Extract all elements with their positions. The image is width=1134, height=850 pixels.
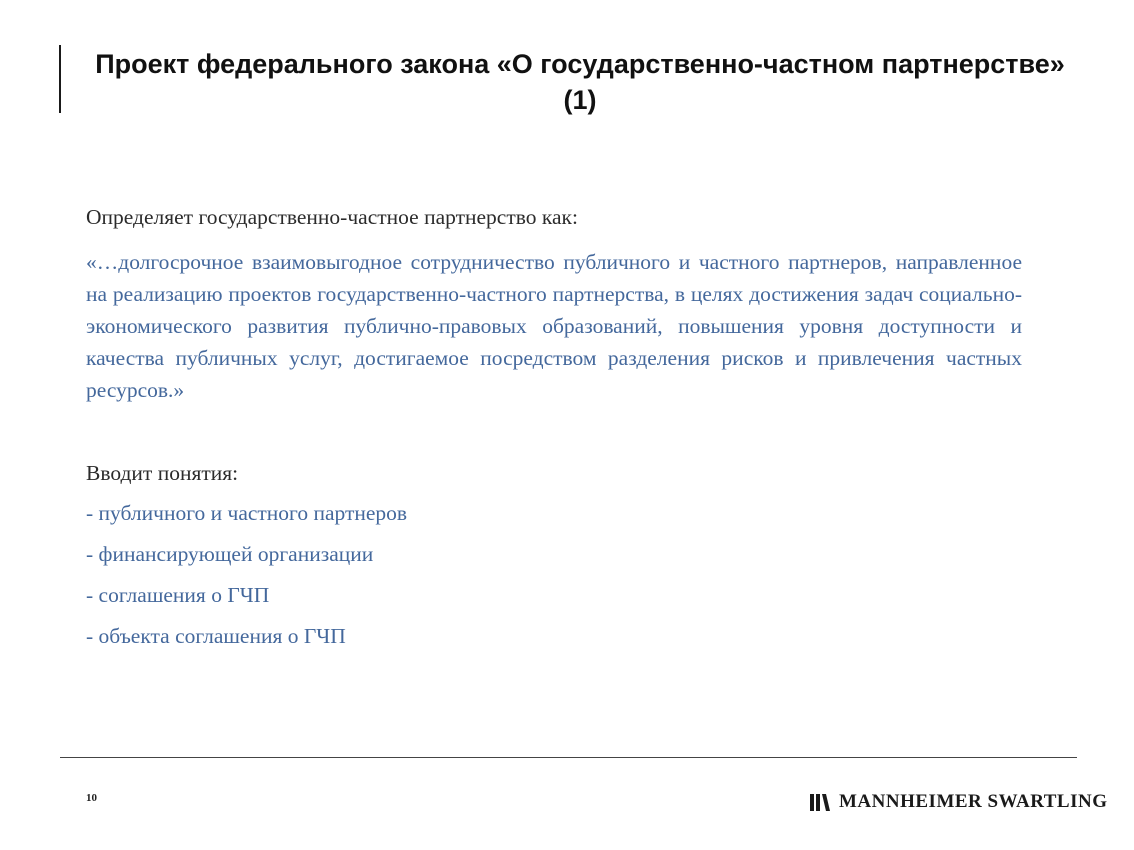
list-item: - соглашения о ГЧП — [86, 583, 270, 607]
page-number: 10 — [86, 792, 97, 804]
slide-body — [86, 202, 1022, 662]
concepts-list — [86, 498, 1022, 651]
company-logo — [810, 790, 1108, 814]
footer-divider — [60, 757, 1077, 758]
title-accent-bar — [59, 45, 61, 113]
list-item: - финансирующей организации — [86, 542, 374, 566]
slide-title: Проект федерального закона «О государственно-частном партнерстве» (1) — [95, 49, 1065, 115]
list-item: - публичного и частного партнеров — [86, 501, 408, 525]
logo-text: MANNHEIMER SWARTLING — [839, 791, 1108, 812]
definition-lead: Определяет государственно-частное партнерство как: — [86, 205, 578, 229]
list-item: - объекта соглашения о ГЧП — [86, 624, 346, 648]
concepts-lead: Вводит понятия: — [86, 461, 239, 485]
definition-quote: «…долгосрочное взаимовыгодное сотрудничество публичного и частного партнеров, направленное на реализацию проектов государственно-частного партнерства, в целях достижения задач социально-экономического развития публично-правовых образований, повышения уровня доступности и качества публичных услуг, достигаемое посредством разделения рисков и привлечения частных ресурсов.» — [86, 250, 1022, 402]
mannheimer-swartling-logo-icon — [810, 794, 830, 811]
